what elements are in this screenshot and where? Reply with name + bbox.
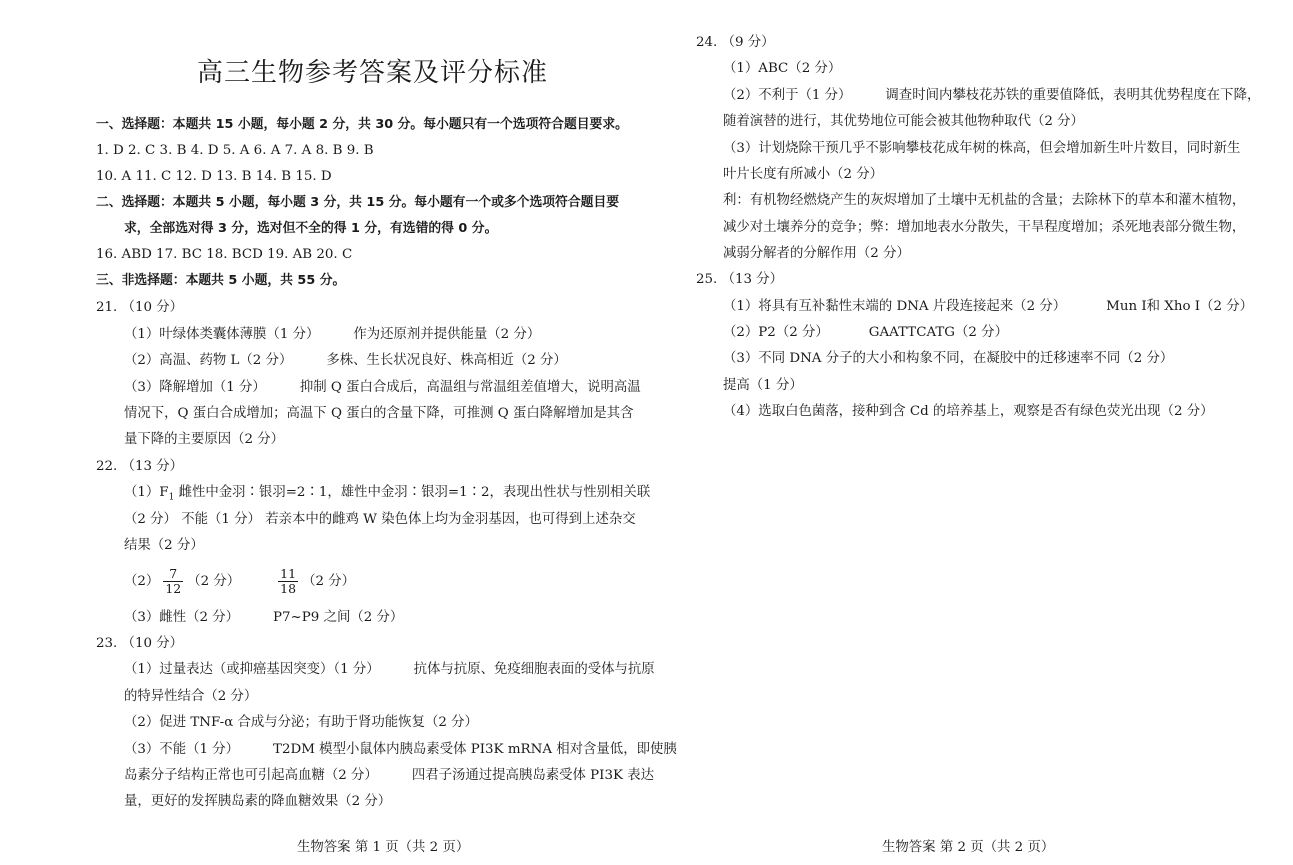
section2-header-2: 求，全部选对得 3 分，选对但不全的得 1 分，有选错的得 0 分。: [124, 221, 498, 236]
q25-heading: 25. （13 分）: [696, 272, 784, 287]
fraction-7-12: [163, 567, 183, 596]
q21-answer-1a: （1）叶绿体类囊体薄膜（1 分）: [124, 327, 320, 342]
section1-header: 一、选择题：本题共 15 小题，每小题 2 分，共 30 分。每小题只有一个选项符合题目要求。: [96, 117, 628, 132]
q21-answer-2a: （2）高温、药物 L（2 分）: [124, 353, 293, 368]
q24-heading: 24. （9 分）: [696, 35, 775, 50]
q23-answer-5a: 岛素分子结构正常也可引起高血糖（2 分）: [124, 768, 378, 783]
q22-line-1: [124, 484, 650, 507]
q25-line-3: （3）不同 DNA 分子的大小和构象不同，在凝胶中的迁移速率不同（2 分）: [723, 351, 1174, 366]
page-2-footer: 生物答案 第 2 页（共 2 页）: [882, 840, 1055, 855]
document-title: 高三生物参考答案及评分标准: [196, 58, 548, 88]
q21-heading: 21. （10 分）: [96, 300, 184, 315]
page-1-footer: 生物答案 第 1 页（共 2 页）: [297, 840, 470, 855]
q25-answer-1a: （1）将具有互补黏性末端的 DNA 片段连接起来（2 分）: [723, 299, 1067, 314]
q24-answer-2b: 调查时间内攀枝花苏铁的重要值降低，表明其优势程度在下降，: [885, 88, 1261, 103]
q22-line-4-post: （2 分）: [302, 574, 356, 589]
q21-answer-3a: （3）降解增加（1 分）: [124, 380, 266, 395]
q25-answer-1b: Mun Ⅰ和 Xho Ⅰ（2 分）: [1106, 299, 1254, 314]
section2-answers: 16. ABD 17. BC 18. BCD 19. AB 20. C: [96, 247, 353, 262]
q23-answer-5b: 四君子汤通过提高胰岛素受体 PI3K 表达: [411, 768, 655, 783]
section1-answers-1: 1. D 2. C 3. B 4. D 5. A 6. A 7. A 8. B 9. B: [96, 143, 374, 158]
q23-answer-1b: 抗体与抗原、免疫细胞表面的受体与抗原: [413, 662, 655, 677]
fraction-1-numerator: 7: [163, 567, 183, 582]
q24-line-2: [723, 87, 1260, 105]
q22-line-5: [124, 609, 403, 627]
q21-answer-2b: 多株、生长状况良好、株高相近（2 分）: [326, 353, 567, 368]
q23-answer-4b: T2DM 模型小鼠体内胰岛素受体 PI3K mRNA 相对含量低，即使胰: [273, 742, 677, 757]
q23-line-6: 量，更好的发挥胰岛素的降血糖效果（2 分）: [124, 794, 392, 809]
q22-answer-5a: （3）雌性（2 分）: [124, 610, 240, 625]
q21-answer-1b: 作为还原剂并提供能量（2 分）: [353, 327, 541, 342]
q23-line-2: 的特异性结合（2 分）: [124, 689, 258, 704]
q21-line-2: [124, 352, 567, 370]
q21-line-1: [124, 326, 540, 344]
q25-line-2: [723, 324, 1008, 342]
fraction-11-18: [278, 567, 298, 596]
page-2: [660, 0, 1293, 865]
q22-line-1-pre: （1）F: [124, 485, 169, 500]
fraction-1-denominator: 12: [165, 581, 182, 596]
q21-line-3: [124, 379, 641, 397]
section2-header-1: 二、选择题：本题共 5 小题，每小题 3 分，共 15 分。每小题有一个或多个选项符合题目要: [96, 195, 620, 210]
q21-line-4: 情况下，Q 蛋白合成增加；高温下 Q 蛋白的含量下降，可推测 Q 蛋白降解增加是其含: [124, 406, 634, 421]
q22-line-4-pre: （2）: [124, 574, 160, 589]
q23-answer-4a: （3）不能（1 分）: [124, 742, 240, 757]
q22-line-2: （2 分） 不能（1 分） 若亲本中的雌鸡 W 染色体上均为金羽基因，也可得到上述杂交: [124, 512, 636, 527]
q23-line-1: [124, 661, 655, 679]
fraction-2-denominator: 18: [280, 581, 297, 596]
q24-line-6: 利：有机物经燃烧产生的灰烬增加了土壤中无机盐的含量；去除林下的草本和灌木植物，: [723, 193, 1246, 208]
section3-header: 三、非选择题：本题共 5 小题，共 55 分。: [96, 273, 346, 288]
q25-line-1: [723, 298, 1253, 316]
q21-answer-3b: 抑制 Q 蛋白合成后，高温组与常温组差值增大，说明高温: [299, 380, 641, 395]
q22-line-4-mid: （2 分）: [187, 574, 241, 589]
q23-answer-1a: （1）过量表达（或抑癌基因突变）（1 分）: [124, 662, 380, 677]
q25-line-5: （4）选取白色菌落，接种到含 Cd 的培养基上，观察是否有绿色荧光出现（2 分）: [723, 404, 1214, 419]
q23-line-5: [124, 767, 654, 785]
q22-heading: 22. （13 分）: [96, 459, 184, 474]
q24-line-4: （3）计划烧除干预几乎不影响攀枝花成年树的株高，但会增加新生叶片数目，同时新生: [723, 141, 1241, 156]
q23-line-3: （2）促进 TNF-α 合成与分泌；有助于肾功能恢复（2 分）: [124, 715, 478, 730]
q24-line-3: 随着演替的进行，其优势地位可能会被其他物种取代（2 分）: [723, 114, 1084, 129]
q24-answer-2a: （2）不利于（1 分）: [723, 88, 852, 103]
q24-line-5: 叶片长度有所减小（2 分）: [723, 167, 884, 182]
q22-line-3: 结果（2 分）: [124, 538, 204, 553]
q24-line-7: 减少对土壤养分的竞争；弊：增加地表水分散失，干旱程度增加；杀死地表部分微生物，: [723, 220, 1246, 235]
q22-line-1-sub: 1: [168, 492, 175, 503]
q22-answer-5b: P7~P9 之间（2 分）: [273, 610, 404, 625]
q25-line-4: 提高（1 分）: [723, 378, 803, 393]
section1-answers-2: 10. A 11. C 12. D 13. B 14. B 15. D: [96, 169, 332, 184]
q22-line-1-post: 雌性中金羽∶银羽=2∶1，雄性中金羽∶银羽=1∶2，表现出性状与性别相关联: [174, 485, 651, 500]
q21-line-5: 量下降的主要原因（2 分）: [124, 432, 285, 447]
q22-line-4: [124, 566, 355, 598]
q24-line-8: 减弱分解者的分解作用（2 分）: [723, 246, 910, 261]
q25-answer-2a: （2）P2（2 分）: [723, 325, 829, 340]
q24-line-1: （1）ABC（2 分）: [723, 61, 842, 76]
q25-answer-2b: GAATTCATG（2 分）: [868, 325, 1008, 340]
q23-line-4: [124, 741, 677, 759]
q23-heading: 23. （10 分）: [96, 636, 184, 651]
fraction-2-numerator: 11: [280, 566, 297, 581]
